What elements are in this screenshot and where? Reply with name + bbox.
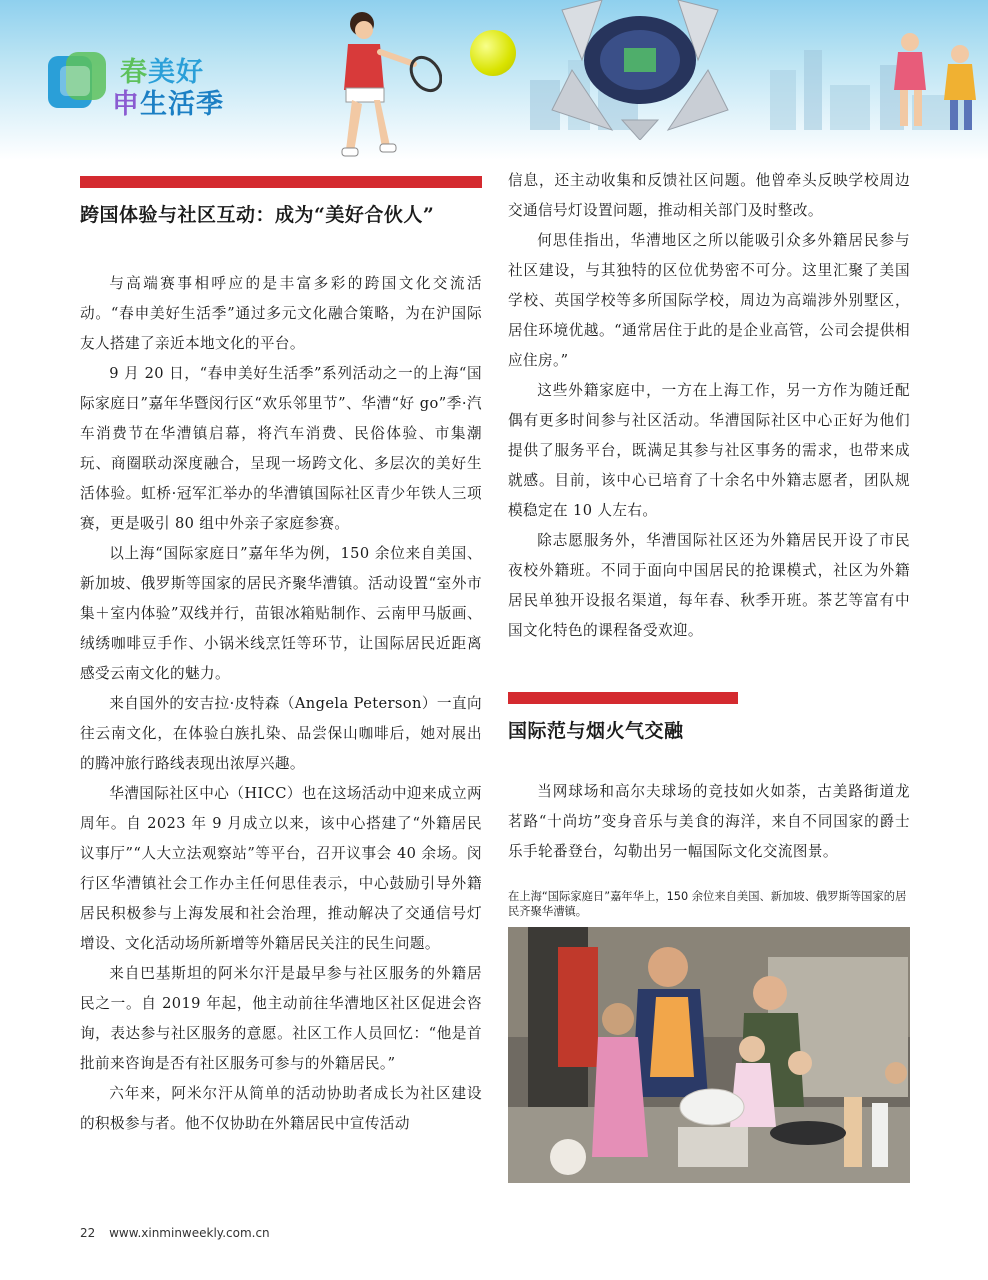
- body-paragraph: 9 月 20 日，“春申美好生活季”系列活动之一的上海“国际家庭日”嘉年华暨闵行区“欢乐邻里节”、华漕“好 go”季·汽车消费节在华漕镇启幕，将汽车消费、民俗体验、市集潮玩、商圈联动深度融合，呈现一场跨文化、多层次的美好生活体验。虹桥·冠军汇举办的华漕镇国际社区青少年铁人三项赛，更是吸引 80 组中外亲子家庭参赛。: [80, 365, 482, 532]
- event-photo-image: [508, 927, 910, 1183]
- body-paragraph: 何思佳指出，华漕地区之所以能吸引众多外籍居民参与社区建设，与其独特的区位优势密不可分。这里汇聚了美国学校、英国学校等多所国际学校，周边为高端涉外别墅区，居住环境优越。“通常居住于此的是企业高管，公司会提供相应住房。”: [508, 232, 910, 369]
- tennis-player-illustration: [322, 0, 442, 160]
- body-paragraph: 这些外籍家庭中，一方在上海工作，另一方作为随迁配偶有更多时间参与社区活动。华漕国际社区中心正好为他们提供了服务平台，既满足其参与社区事务的需求，也带来成就感。目前，该中心已培育了十余名中外籍志愿者，团队规模稳定在 10 人左右。: [508, 382, 910, 519]
- logo-line-1: 春美好: [120, 57, 204, 88]
- logo-line-2: 申生活季: [112, 89, 224, 120]
- section-divider-bar: [80, 176, 482, 188]
- event-photo: [508, 927, 910, 1183]
- website-url: www.xinminweekly.com.cn: [109, 1226, 270, 1240]
- body-paragraph: 当网球场和高尔夫球场的竞技如火如荼，古美路街道龙茗路“十尚坊”变身音乐与美食的海洋，来自不同国家的爵士乐手轮番登台，勾勒出另一幅国际文化交流图景。: [508, 783, 910, 860]
- body-paragraph: 六年来，阿米尔汗从简单的活动协助者成长为社区建设的积极参与者。他不仅协助在外籍居民中宣传活动: [80, 1085, 482, 1132]
- right-column: [508, 166, 910, 1183]
- photo-caption: 在上海“国际家庭日”嘉年华上，150 余位来自美国、新加坡、俄罗斯等国家的居民齐聚华漕镇。: [508, 890, 907, 918]
- header-banner: [0, 0, 988, 160]
- left-column: [80, 160, 482, 1139]
- body-paragraph: 华漕国际社区中心（HICC）也在这场活动中迎来成立两周年。自 2023 年 9 月成立以来，该中心搭建了“外籍居民议事厅”“人大立法观察站”等平台，召开议事会 40 余场。闵行区华漕镇社会工作办主任何思佳表示，中心鼓励引导外籍居民积极参与上海发展和社会治理，推动解决了交通信号灯增设、文化活动场所新增等外籍居民关注的民生问题。: [80, 785, 482, 952]
- section-title: 跨国体验与社区互动：成为“美好合伙人”: [80, 204, 435, 226]
- stadium-illustration: [542, 0, 738, 140]
- body-paragraph: 来自巴基斯坦的阿米尔汗是最早参与社区服务的外籍居民之一。自 2019 年起，他主动前往华漕地区社区促进会咨询，表达参与社区服务的意愿。社区工作人员回忆：“他是首批前来咨询是否有社区服务可参与的外籍居民。”: [80, 965, 482, 1072]
- page-number: 22: [80, 1226, 96, 1240]
- body-paragraph: 来自国外的安吉拉·皮特森（Angela Peterson）一直向往云南文化，在体验白族扎染、品尝保山咖啡后，她对展出的腾冲旅行路线表现出浓厚兴趣。: [80, 695, 482, 772]
- tennis-ball-illustration: [470, 30, 516, 76]
- body-paragraph: 以上海“国际家庭日”嘉年华为例，150 余位来自美国、新加坡、俄罗斯等国家的居民齐聚华漕镇。活动设置“室外市集＋室内体验”双线并行，苗银冰箱贴制作、云南甲马版画、绒绣咖啡豆手作、小锅米线烹饪等环节，让国际居民近距离感受云南文化的魅力。: [80, 545, 482, 682]
- children-illustration: [880, 20, 988, 140]
- brand-logo: [48, 44, 248, 122]
- section-title: 国际范与烟火气交融: [508, 720, 684, 742]
- body-paragraph: 除志愿服务外，华漕国际社区还为外籍居民开设了市民夜校外籍班。不同于面向中国居民的抢课模式，社区为外籍居民单独开设报名渠道，每年春、秋季开班。茶艺等富有中国文化特色的课程备受欢迎。: [508, 532, 910, 639]
- logo-mark-icon: [48, 52, 106, 112]
- body-paragraph: 与高端赛事相呼应的是丰富多彩的跨国文化交流活动。“春申美好生活季”通过多元文化融合策略，为在沪国际友人搭建了亲近本地文化的平台。: [80, 275, 482, 352]
- section-divider-bar: [508, 692, 738, 704]
- page-footer: [80, 1226, 270, 1240]
- body-paragraph: 信息，还主动收集和反馈社区问题。他曾牵头反映学校周边交通信号灯设置问题，推动相关部门及时整改。: [508, 172, 910, 219]
